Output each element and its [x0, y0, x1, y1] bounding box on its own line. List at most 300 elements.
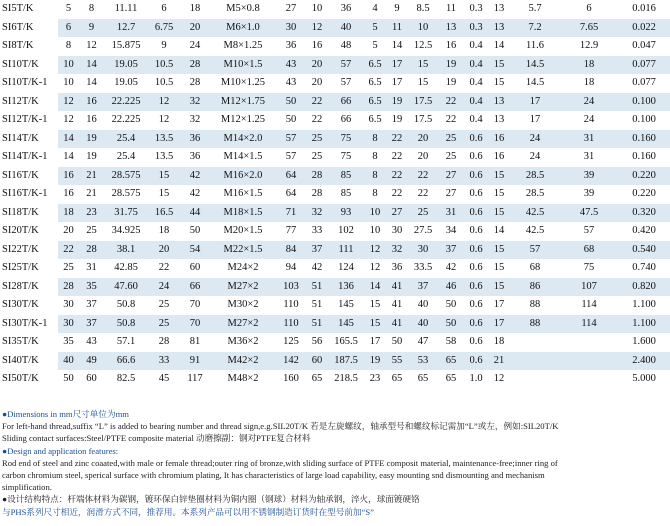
table-cell: 17 — [488, 315, 510, 334]
table-cell: 13 — [488, 93, 510, 112]
table-cell: 0.4 — [469, 114, 483, 125]
table-cell: 42 — [189, 188, 201, 199]
table-cell: 17 — [510, 93, 560, 112]
table-cell: 14.5 — [525, 77, 545, 88]
table-cell: 25 — [86, 225, 97, 236]
table-cell: 22 — [306, 93, 328, 112]
table-row — [0, 333, 670, 352]
table-cell: 0.820 — [618, 278, 670, 297]
table-cell: 0.540 — [618, 241, 670, 260]
table-cell: 15 — [364, 315, 386, 334]
table-cell: 1.100 — [632, 299, 656, 310]
table-cell: 42 — [311, 262, 323, 273]
table-cell: 25.4 — [116, 151, 136, 162]
table-cell: 49 — [79, 352, 104, 371]
table-cell — [560, 370, 618, 389]
table-cell: 0.6 — [469, 336, 483, 347]
table-cell: 0.100 — [632, 114, 656, 125]
table-cell: 57 — [285, 151, 297, 162]
table-cell: 75 — [328, 130, 364, 149]
table-cell: 14 — [63, 151, 74, 162]
table-cell: 30 — [408, 241, 438, 260]
table-cell: 10.5 — [154, 77, 174, 88]
table-cell: 34.925 — [111, 225, 141, 236]
table-cell: 19 — [79, 130, 104, 149]
table-cell: 17 — [386, 56, 408, 75]
table-cell: 43 — [86, 336, 97, 347]
table-cell: 0.160 — [632, 151, 656, 162]
table-cell: 28 — [311, 188, 323, 199]
table-cell: 28 — [58, 278, 79, 297]
table-cell: 36 — [391, 262, 403, 273]
table-cell: 16 — [445, 40, 457, 51]
table-cell: 43 — [285, 77, 297, 88]
table-cell: 31 — [86, 262, 97, 273]
table-cell: 51 — [311, 299, 323, 310]
table-cell: 18 — [189, 3, 201, 14]
table-cell: 16 — [311, 40, 323, 51]
table-cell-model: SI14T/K-1 — [2, 151, 48, 162]
table-cell: 88 — [529, 299, 541, 310]
table-cell: 6.5 — [368, 77, 382, 88]
table-cell: 12 — [369, 262, 381, 273]
table-cell: 28 — [189, 77, 201, 88]
table-cell: 47.60 — [104, 278, 148, 297]
table-cell: 50 — [391, 336, 403, 347]
table-cell-model: SI8T/K — [2, 40, 34, 51]
table-cell: 7.65 — [560, 19, 618, 38]
table-cell: 0.220 — [618, 167, 670, 186]
table-cell: 36 — [189, 151, 201, 162]
table-cell: 37 — [306, 241, 328, 260]
table-cell: 16 — [79, 93, 104, 112]
table-cell: 136 — [328, 278, 364, 297]
table-cell: 54 — [180, 241, 210, 260]
table-cell: 32 — [306, 204, 328, 223]
table-cell: 20 — [148, 241, 180, 260]
table-cell: 70 — [189, 299, 201, 310]
table-cell: 11.6 — [526, 40, 544, 51]
table-cell: 111 — [328, 241, 364, 260]
table-cell: 27 — [285, 3, 297, 14]
table-cell — [510, 370, 560, 389]
table-cell: 15 — [148, 167, 180, 186]
table-cell: 57 — [328, 56, 364, 75]
table-row — [0, 315, 670, 334]
table-cell: 19 — [391, 114, 403, 125]
table-cell: 12 — [306, 19, 328, 38]
table-cell: 39 — [560, 167, 618, 186]
table-cell: 30 — [63, 299, 74, 310]
table-cell: 68 — [529, 262, 541, 273]
table-cell: 50 — [276, 93, 306, 112]
table-cell: 8 — [364, 167, 386, 186]
table-cell: 0.4 — [464, 93, 488, 112]
table-cell: 0.160 — [618, 130, 670, 149]
table-cell: 50.8 — [116, 299, 136, 310]
table-cell: 145 — [338, 299, 354, 310]
table-cell: 107 — [560, 278, 618, 297]
table-cell: 9 — [394, 3, 400, 14]
table-cell: 11 — [386, 19, 408, 38]
table-cell: M27×2 — [210, 278, 276, 297]
table-cell: 42 — [180, 167, 210, 186]
table-cell: 15 — [488, 241, 510, 260]
table-cell: 23 — [369, 373, 381, 384]
table-cell: 40 — [328, 19, 364, 38]
table-cell: 24 — [560, 93, 618, 112]
table-cell-model: SI12T/K — [0, 93, 58, 112]
table-cell: 103 — [276, 278, 306, 297]
table-cell: 57 — [276, 130, 306, 149]
table-cell: 20 — [180, 19, 210, 38]
table-cell: 13 — [493, 114, 505, 125]
table-cell: 22 — [408, 167, 438, 186]
table-cell: 33.5 — [413, 262, 433, 273]
table-cell: 24 — [189, 40, 201, 51]
table-row — [0, 259, 670, 278]
table-cell: 94 — [285, 262, 297, 273]
table-cell: 117 — [187, 373, 203, 384]
table-cell: 57 — [583, 225, 595, 236]
table-cell: M8×1.25 — [223, 40, 263, 51]
table-cell-model: SI30T/K-1 — [0, 315, 58, 334]
table-cell: 160 — [283, 373, 299, 384]
table-row — [0, 278, 670, 297]
table-cell: 19.05 — [104, 56, 148, 75]
table-cell: 50 — [438, 315, 464, 334]
table-cell: 22.225 — [111, 114, 141, 125]
table-cell: 66 — [180, 278, 210, 297]
table-cell: 18 — [560, 56, 618, 75]
table-cell: 36 — [340, 3, 352, 14]
table-cell: 10 — [311, 3, 323, 14]
table-cell: 16 — [58, 167, 79, 186]
table-cell: 41 — [386, 315, 408, 334]
table-cell: 18 — [583, 77, 595, 88]
table-cell: 39 — [583, 188, 595, 199]
table-cell: 15 — [369, 299, 381, 310]
table-cell: 28 — [79, 241, 104, 260]
table-cell: 165.5 — [334, 336, 358, 347]
table-cell: 35 — [63, 336, 74, 347]
table-row — [0, 93, 670, 112]
table-cell: 12 — [493, 373, 505, 384]
table-cell: 6.5 — [364, 56, 386, 75]
table-cell: 0.047 — [632, 40, 656, 51]
table-cell: 25 — [306, 130, 328, 149]
table-cell: 5.000 — [632, 373, 656, 384]
table-cell — [560, 352, 618, 371]
table-cell: 25 — [311, 151, 323, 162]
table-cell: 50 — [285, 114, 297, 125]
table-cell: 0.6 — [464, 241, 488, 260]
table-cell: 19 — [386, 93, 408, 112]
table-cell: 8 — [372, 151, 378, 162]
table-cell: 65 — [438, 352, 464, 371]
table-cell: 55 — [386, 352, 408, 371]
table-cell: 0.016 — [632, 3, 656, 14]
table-cell: 8 — [65, 40, 72, 51]
table-cell: 142 — [276, 352, 306, 371]
table-cell: 0.6 — [464, 278, 488, 297]
table-cell: 40 — [408, 315, 438, 334]
table-cell: 12 — [63, 114, 74, 125]
table-cell: M10×1.25 — [220, 77, 266, 88]
table-row — [0, 204, 670, 223]
table-cell: 43 — [276, 56, 306, 75]
table-cell: 6 — [161, 3, 167, 14]
table-cell: 45 — [158, 373, 170, 384]
table-cell: 50 — [63, 373, 74, 384]
table-cell: 0.6 — [464, 167, 488, 186]
table-cell: 11 — [445, 3, 457, 14]
table-cell: 33 — [148, 352, 180, 371]
table-cell: 40 — [58, 352, 79, 371]
table-cell: M22×1.5 — [210, 241, 276, 260]
note-design-text-1: Rod end of steel and zinc coaated,with male or female thread;outer ring of bronze,with sliding surface of PTFE composit material, maintenance-free;inner ring of — [2, 457, 558, 468]
table-cell-model: SI10T/K — [0, 56, 58, 75]
table-row — [0, 370, 670, 389]
table-cell: 0.6 — [464, 204, 488, 223]
table-cell: 60 — [86, 373, 97, 384]
table-cell: 10 — [63, 77, 74, 88]
table-cell: 48 — [340, 40, 352, 51]
table-cell: 12 — [148, 93, 180, 112]
table-cell-model: SI22T/K — [0, 241, 58, 260]
table-cell: 68 — [560, 241, 618, 260]
table-row — [0, 241, 670, 260]
table-cell: 16 — [63, 188, 74, 199]
table-cell: 6 — [58, 19, 79, 38]
table-cell: 5 — [372, 40, 378, 51]
table-cell: 57.1 — [116, 336, 136, 347]
table-cell: 12.5 — [413, 40, 433, 51]
table-cell: 35 — [79, 278, 104, 297]
table-cell: 0.4 — [464, 56, 488, 75]
table-cell: M12×1.75 — [210, 93, 276, 112]
table-cell: 27.5 — [413, 225, 433, 236]
table-cell: 17 — [369, 336, 381, 347]
table-cell: 20 — [408, 130, 438, 149]
table-cell: M16×1.5 — [223, 188, 263, 199]
table-row — [0, 222, 670, 241]
table-cell: 124 — [338, 262, 354, 273]
table-cell: 30 — [391, 225, 403, 236]
table-cell: 22 — [417, 188, 429, 199]
table-cell: 24 — [510, 130, 560, 149]
table-cell: 18 — [158, 225, 170, 236]
table-cell: 15.875 — [111, 40, 141, 51]
table-cell: 18 — [493, 336, 505, 347]
table-cell: 0.4 — [469, 40, 483, 51]
table-cell: 50 — [189, 225, 201, 236]
table-cell: 9 — [79, 19, 104, 38]
table-cell: 14.5 — [510, 56, 560, 75]
table-cell: 187.5 — [328, 352, 364, 371]
table-cell: 42.5 — [525, 225, 545, 236]
table-cell: 22 — [438, 93, 464, 112]
note-design-heading: ●Design and application features: — [2, 445, 119, 456]
table-cell: 66.6 — [104, 352, 148, 371]
table-cell: 19 — [86, 151, 97, 162]
table-cell: 65 — [391, 373, 403, 384]
table-cell: 36 — [285, 40, 297, 51]
table-cell: 12.7 — [104, 19, 148, 38]
table-cell: 13 — [493, 3, 505, 14]
table-cell: 37 — [79, 315, 104, 334]
table-cell: 0.740 — [632, 262, 656, 273]
table-row — [0, 148, 670, 167]
table-cell: 21 — [86, 188, 97, 199]
table-cell: 15 — [493, 77, 505, 88]
table-cell: M36×2 — [227, 336, 259, 347]
table-cell: 64 — [285, 188, 297, 199]
table-cell: 14 — [493, 40, 505, 51]
table-cell-model: SI10T/K-1 — [2, 77, 48, 88]
table-cell: 0.6 — [469, 188, 483, 199]
table-cell: 102 — [338, 225, 354, 236]
table-cell: 25 — [438, 130, 464, 149]
table-cell: 25 — [158, 299, 170, 310]
table-cell: 2.400 — [618, 352, 670, 371]
table-cell: 15 — [417, 77, 429, 88]
table-cell: 11.11 — [114, 3, 138, 14]
table-cell: 15 — [488, 278, 510, 297]
table-cell: 20 — [417, 151, 429, 162]
table-cell: 31 — [438, 204, 464, 223]
table-cell: 25 — [445, 151, 457, 162]
table-cell: 46 — [438, 278, 464, 297]
note-dimensions: ●Dimensions in mm尺寸单位为mm — [2, 409, 129, 419]
table-cell: 17.5 — [413, 114, 433, 125]
table-cell: 42 — [445, 262, 457, 273]
note-design-text-3: simplification. — [2, 482, 52, 493]
table-cell: M24×2 — [227, 262, 259, 273]
table-cell: 0.6 — [464, 315, 488, 334]
table-cell: 0.077 — [632, 77, 656, 88]
table-cell: M12×1.25 — [220, 114, 266, 125]
table-cell: 0.6 — [464, 352, 488, 371]
table-row — [0, 74, 670, 93]
table-cell: 0.3 — [469, 3, 483, 14]
table-cell: 0.320 — [618, 204, 670, 223]
table-cell: 17 — [493, 299, 505, 310]
table-cell: M42×2 — [210, 352, 276, 371]
table-cell: 22 — [386, 130, 408, 149]
note-design-text-2: carbon chromium steel, sperical surface with chromium plating, It has characteristics of large load capability, easy mounting snd dismounting and mechanism — [2, 470, 545, 481]
table-cell: 9 — [161, 40, 167, 51]
table-cell: 14 — [364, 278, 386, 297]
table-row — [0, 0, 670, 19]
table-cell: 20 — [311, 77, 323, 88]
table-cell: 0.022 — [618, 19, 670, 38]
table-cell: 40 — [417, 299, 429, 310]
table-cell: 31.75 — [104, 204, 148, 223]
table-cell: M16×2.0 — [210, 167, 276, 186]
table-cell: 65 — [311, 373, 323, 384]
table-cell: M5×0.8 — [226, 3, 260, 14]
table-cell: 20 — [63, 225, 74, 236]
table-cell: 28.5 — [525, 188, 545, 199]
table-cell: M14×1.5 — [223, 151, 263, 162]
table-cell: 20 — [306, 56, 328, 75]
table-cell: 0.220 — [632, 188, 656, 199]
table-cell: 37 — [86, 299, 97, 310]
table-cell: 14 — [391, 40, 403, 51]
table-cell: 86 — [510, 278, 560, 297]
table-row — [0, 130, 670, 149]
table-cell: 42.85 — [114, 262, 138, 273]
table-cell: 110 — [276, 315, 306, 334]
table-cell: 14 — [86, 77, 97, 88]
table-cell: 17.5 — [408, 93, 438, 112]
table-cell: 12 — [364, 241, 386, 260]
table-cell: 33 — [311, 225, 323, 236]
table-cell: 22 — [311, 114, 323, 125]
table-cell: 22 — [391, 151, 403, 162]
table-row — [0, 56, 670, 75]
table-cell: 218.5 — [334, 373, 358, 384]
table-cell: 8 — [88, 3, 95, 14]
table-cell: 0.420 — [632, 225, 656, 236]
table-cell: 14 — [79, 56, 104, 75]
table-cell: 31 — [583, 151, 595, 162]
table-cell-model: SI50T/K — [2, 373, 39, 384]
table-cell: M27×2 — [210, 315, 276, 334]
table-cell: 70 — [180, 315, 210, 334]
table-cell: 21 — [488, 352, 510, 371]
table-cell: 13.5 — [148, 130, 180, 149]
table-row — [0, 352, 670, 371]
table-cell: 22 — [158, 262, 170, 273]
table-cell: 19 — [364, 352, 386, 371]
table-cell: 14 — [493, 225, 505, 236]
table-cell: 1.600 — [632, 336, 656, 347]
table-cell: 81 — [189, 336, 201, 347]
table-cell: 5 — [65, 3, 72, 14]
table-cell: 53 — [408, 352, 438, 371]
table-row — [0, 167, 670, 186]
table-cell: 28 — [306, 167, 328, 186]
table-cell: 84 — [276, 241, 306, 260]
table-cell — [510, 333, 560, 352]
table-cell: 18 — [58, 204, 79, 223]
table-row — [0, 19, 670, 38]
table-cell: M6×1.0 — [210, 19, 276, 38]
table-cell: 5 — [364, 19, 386, 38]
table-cell: 7.2 — [510, 19, 560, 38]
table-cell: 27 — [445, 188, 457, 199]
table-cell: 1.0 — [469, 373, 483, 384]
table-row — [0, 37, 670, 56]
table-cell-model: SI30T/K — [2, 299, 39, 310]
table-cell: 0.100 — [618, 93, 670, 112]
table-cell: 6 — [586, 3, 592, 14]
table-cell: 57 — [510, 241, 560, 260]
note-cn-features: ●设计结构特点：杆端体材料为碳钢，镀环保白锌垫圈材料为铜内圈（钢球）材料为轴承钢，淬火，球面镀硬铬 — [2, 494, 420, 505]
table-cell: 65 — [417, 373, 429, 384]
table-cell: 5.7 — [528, 3, 542, 14]
table-cell: 10 — [364, 204, 386, 223]
table-cell: 31 — [560, 130, 618, 149]
table-cell: 114 — [560, 315, 618, 334]
table-cell: 58 — [445, 336, 457, 347]
table-cell: 34 — [445, 225, 457, 236]
table-cell: 42.5 — [510, 204, 560, 223]
table-cell: 28.5 — [510, 167, 560, 186]
table-cell: 0.6 — [469, 225, 483, 236]
